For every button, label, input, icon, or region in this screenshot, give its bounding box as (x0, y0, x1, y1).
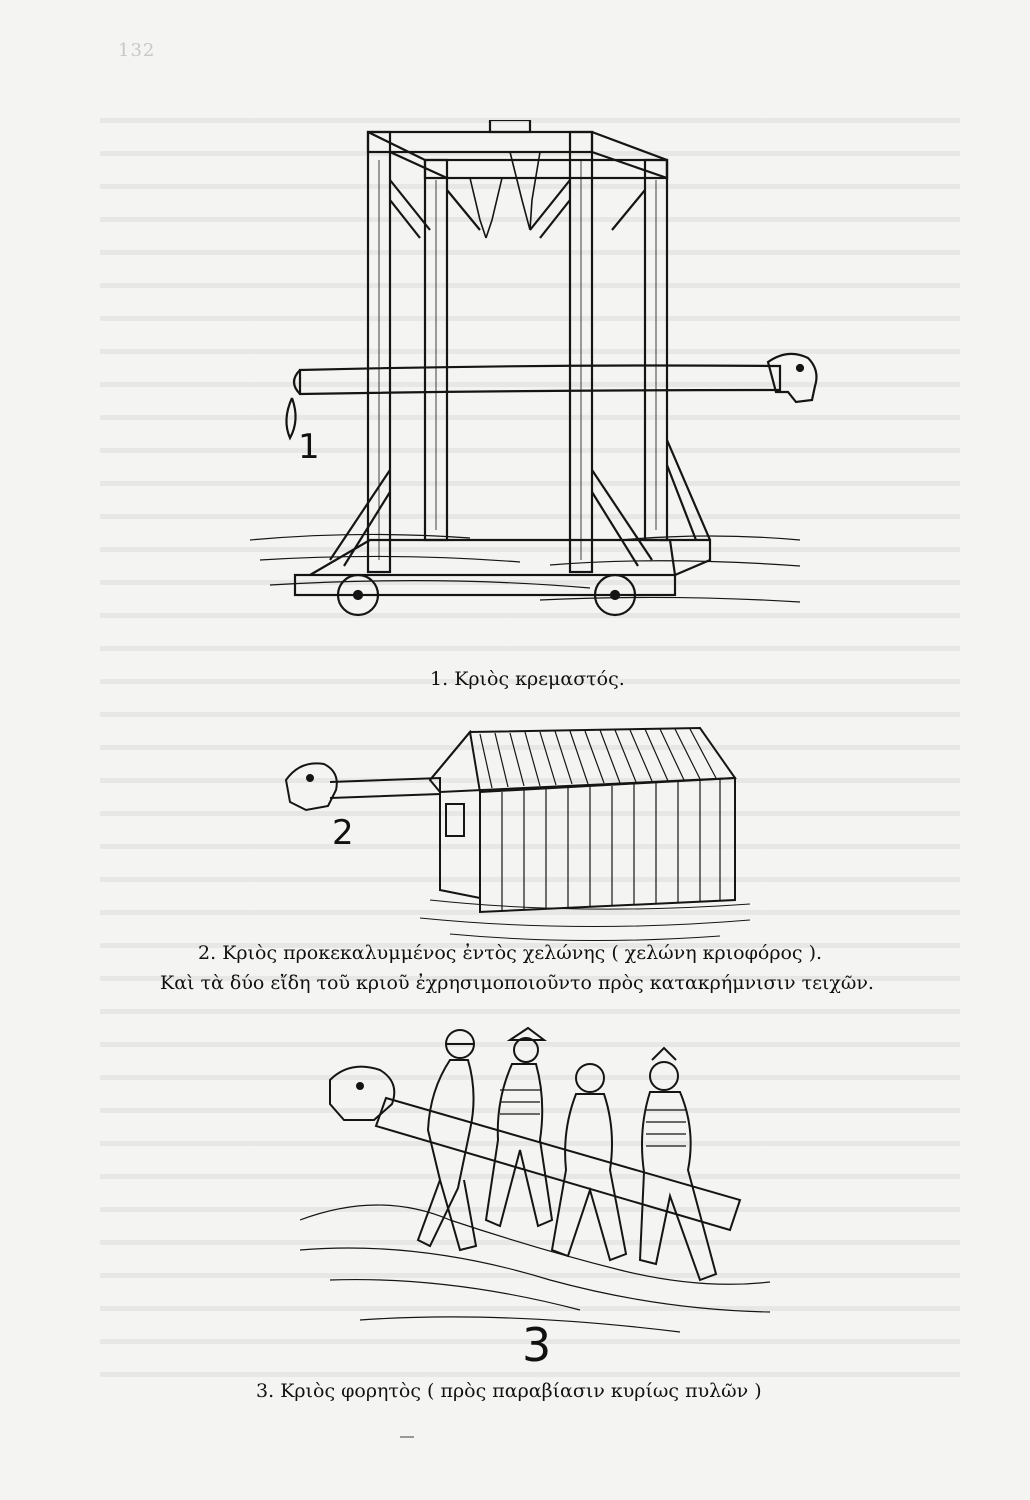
caption-figure-2-note: Καὶ τὰ δύο εἴδη τοῦ κριοῦ ἐχρησιμοποιοῦντο πρὸς κατακρήμνισιν τειχῶν. (160, 972, 874, 994)
caption-text: Κριὸς προκεκαλυμμένος ἐντὸς χελώνης ( χελώνη κριοφόρος ). (222, 942, 823, 964)
caption-figure-3 (256, 1380, 762, 1403)
caption-number: 2. (198, 942, 217, 964)
figure-covered-ram (280, 720, 760, 950)
caption-figure-1 (430, 668, 625, 691)
figure-number-3: 3 (522, 1318, 552, 1372)
caption-text: Κριὸς κρεμαστός. (454, 668, 625, 690)
figure-carried-ram (300, 1020, 780, 1350)
figure-number-1: 1 (298, 427, 320, 467)
page-number: 132 (118, 40, 156, 61)
figure-number-2: 2 (332, 813, 354, 853)
caption-figure-2 (198, 942, 822, 965)
caption-number: 3. (256, 1380, 275, 1402)
caption-text: Κριὸς φορητὸς ( πρὸς παραβίασιν κυρίως πυλῶν ) (280, 1380, 762, 1402)
figure-hanging-ram (240, 120, 820, 620)
hanging-ram-illustration (240, 120, 820, 620)
caption-number: 1. (430, 668, 449, 690)
carried-ram-illustration (300, 1020, 780, 1350)
footer-mark (400, 1436, 414, 1438)
